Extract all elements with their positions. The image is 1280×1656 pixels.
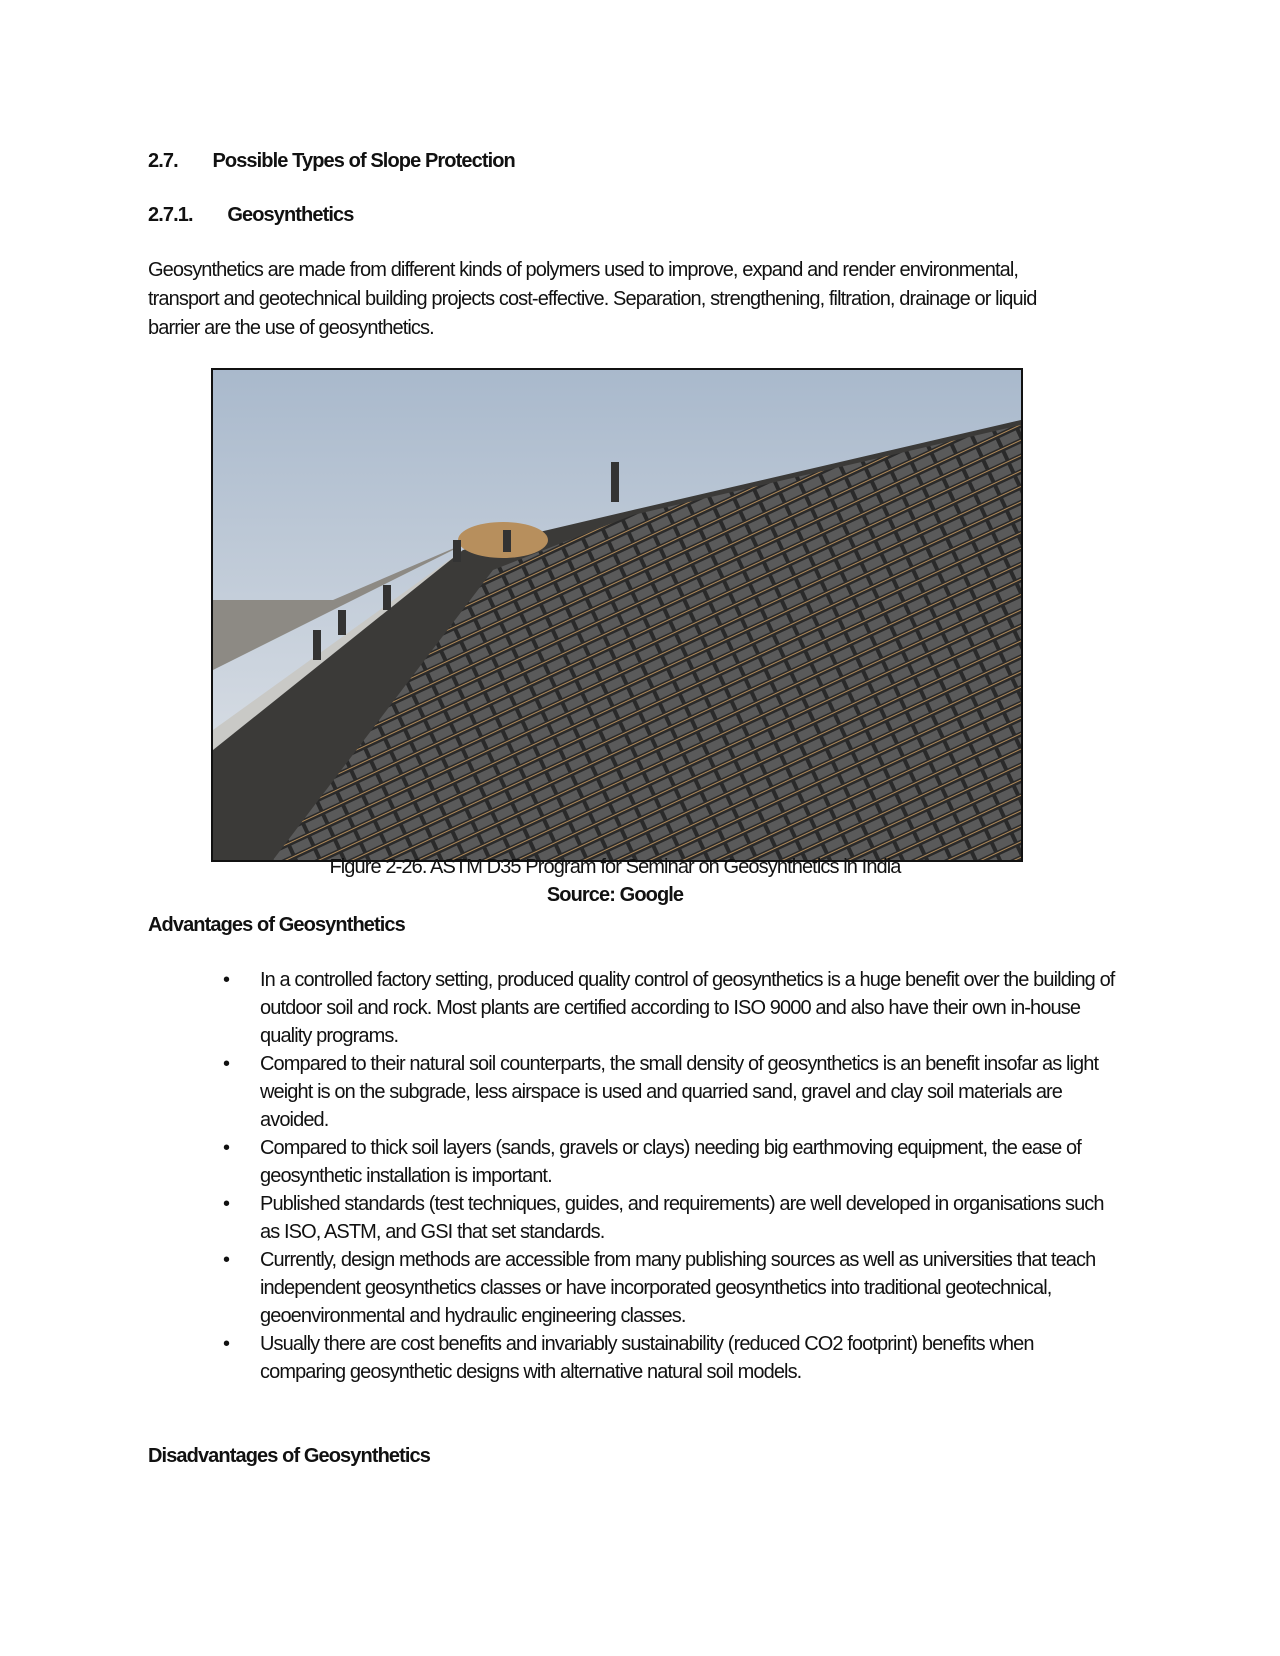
section-number: 2.7.: [148, 150, 178, 172]
bullet: •: [223, 1137, 230, 1159]
list-item: [218, 1330, 1118, 1386]
section-title: Possible Types of Slope Protection: [212, 150, 515, 172]
bullet: •: [223, 1053, 230, 1075]
advantages-list: [218, 966, 1118, 1386]
list-item: [218, 1134, 1118, 1190]
list-item: [218, 1246, 1118, 1330]
list-item-text: Compared to their natural soil counterparts, the small density of geosynthetics is an benefit insofar as light weight is on the subgrade, less airspace is used and quarried sand, gravel and clay soil materials are avoided.: [260, 1053, 1099, 1131]
bullet: •: [223, 1333, 230, 1355]
list-item-text: Usually there are cost benefits and invariably sustainability (reduced CO2 footprint) benefits when comparing geosynthetic designs with alternative natural soil models.: [260, 1333, 1034, 1383]
subsection-number: 2.7.1.: [148, 204, 193, 226]
list-item: [218, 1050, 1118, 1134]
bullet: •: [223, 969, 230, 991]
subsection-heading: [148, 204, 353, 227]
list-item: [218, 1190, 1118, 1246]
bullet: •: [223, 1249, 230, 1271]
bullet: •: [223, 1193, 230, 1215]
figure-source: Source: Google: [546, 884, 684, 906]
list-item: [218, 966, 1118, 1050]
list-item-text: Currently, design methods are accessible from many publishing sources as well as universities that teach independent geosynthetics classes or have incorporated geosynthetics into traditional geotechnical, geoenvironmental and hydraulic engineering classes.: [260, 1249, 1096, 1327]
list-item-text: Published standards (test techniques, guides, and requirements) are well developed in organisations such as ISO, ASTM, and GSI that set standards.: [260, 1193, 1104, 1243]
list-item-text: In a controlled factory setting, produced quality control of geosynthetics is a huge benefit over the building of outdoor soil and rock. Most plants are certified according to ISO 9000 and also have their own in-house quality programs.: [260, 969, 1115, 1047]
list-item-text: Compared to thick soil layers (sands, gravels or clays) needing big earthmoving equipment, the ease of geosynthetic installation is important.: [260, 1137, 1081, 1187]
subsection-title: Geosynthetics: [227, 204, 354, 226]
disadvantages-heading: Disadvantages of Geosynthetics: [148, 1445, 430, 1467]
advantages-heading: Advantages of Geosynthetics: [148, 914, 405, 936]
figure-caption: Figure 2-26. ASTM D35 Program for Seminar on Geosynthetics in India: [329, 856, 901, 878]
intro-paragraph: Geosynthetics are made from different kinds of polymers used to improve, expand and render environmental, transport and geotechnical building projects cost-effective. Separation, strengthening, filtration, drainage or liquid barrier are the use of geosynthetics.: [148, 259, 1037, 339]
geosynthetics-slope-photo: [211, 368, 1023, 862]
section-heading: [148, 150, 515, 173]
